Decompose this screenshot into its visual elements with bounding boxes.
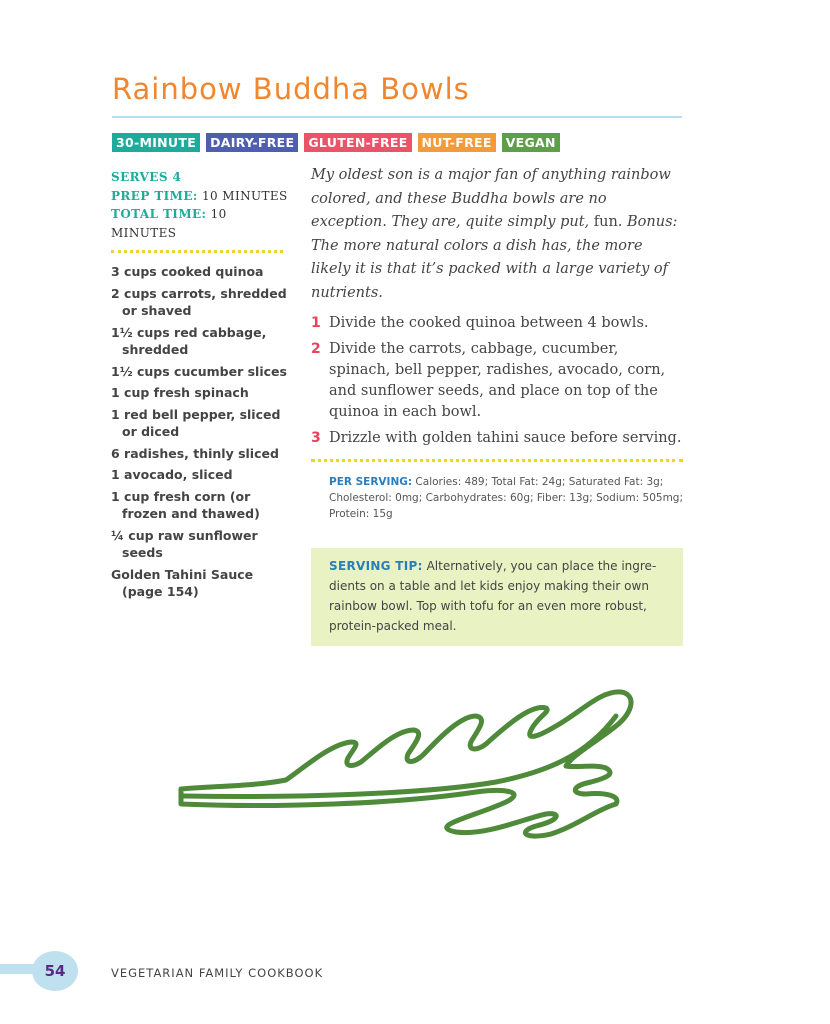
total-value: 10 MINUTES — [111, 207, 227, 240]
step-number: 1 — [311, 315, 321, 331]
page-number: 54 — [44, 962, 66, 980]
serves-label: SERVES 4 — [111, 170, 182, 184]
tip-text: Alternatively, you can place the ingredients on a table and let kids enjoy making their own rainbow bowl. Top with tofu for an even more robust, protein-packed meal. — [329, 559, 657, 633]
ingredient-item: Golden Tahini Sauce (page 154) — [111, 566, 254, 599]
prep-time — [111, 187, 291, 206]
book-title: VEGETARIAN FAMILY COOKBOOK — [111, 966, 324, 980]
ingredient-item: 6 radishes, thinly sliced — [111, 445, 279, 461]
step-text: Drizzle with golden tahini sauce before serving. — [329, 430, 682, 446]
step-item — [311, 339, 683, 423]
prep-label: PREP TIME: — [111, 188, 198, 203]
tag-vegan: VEGAN — [502, 133, 560, 152]
ingredient-item: 1 red bell pepper, sliced or diced — [111, 406, 281, 439]
tag-dairy-free: DAIRY-FREE — [206, 133, 298, 152]
page-number-badge — [32, 951, 78, 991]
recipe-intro — [311, 164, 683, 305]
ingredient-item: 1½ cups cucumber slices — [111, 363, 287, 379]
step-text: Divide the cooked quinoa between 4 bowls. — [329, 315, 649, 331]
ingredient-item: 1 avocado, sliced — [111, 467, 233, 482]
ingredient-item: 2 cups carrots, shredded or shaved — [111, 285, 287, 318]
tag-gluten-free: GLUTEN-FREE — [304, 133, 411, 152]
ingredient-item: ¼ cup raw sunflower seeds — [111, 527, 258, 560]
intro-part2: . Bonus: The more natural colors a dish has, the more likely it is that it’s packed with a large variety of nutrients. — [311, 214, 678, 301]
intro-part1: My oldest son is a major fan of anything rainbow colored, and these Buddha bowls are no exception. They are, quite simply put, — [311, 167, 671, 230]
nutrition-text: Calories: 489; Total Fat: 24g; Saturated Fat: 3g; Cholesterol: 0mg; Carbohydrates: 60g; Fiber: 13g; Sodium: 505mg; Protein: 15g — [329, 476, 683, 520]
serving-tip-box — [311, 548, 683, 646]
nutrition-info — [311, 474, 683, 522]
ingredient-item: 1 cup fresh corn (or frozen and thawed) — [111, 488, 260, 521]
step-item — [311, 428, 683, 449]
recipe-meta — [111, 168, 291, 242]
prep-value: 10 MINUTES — [201, 188, 288, 203]
total-label: TOTAL TIME: — [111, 207, 207, 221]
total-time — [111, 205, 291, 242]
step-list — [311, 313, 683, 449]
ingredient-item: 1 cup fresh spinach — [111, 385, 249, 400]
tag-nut-free: NUT-FREE — [418, 133, 496, 152]
step-text: Divide the carrots, cabbage, cucumber, spinach, bell pepper, radishes, avocado, corn, and sunflower seeds, and place on top of the quinoa in each bowl. — [329, 341, 666, 420]
tip-label: SERVING TIP: — [329, 559, 423, 573]
title-rule — [112, 116, 682, 118]
ingredient-list — [111, 263, 291, 601]
ingredient-item: 1½ cups red cabbage, shredded — [111, 324, 267, 357]
steps-divider — [311, 459, 683, 462]
meta-divider — [111, 250, 283, 253]
step-number: 3 — [311, 430, 321, 446]
diet-tags — [112, 133, 560, 152]
intro-fun: fun — [593, 214, 618, 230]
ingredient-item: 3 cups cooked quinoa — [111, 264, 264, 279]
step-number: 2 — [311, 341, 321, 357]
kale-leaf-illustration — [176, 686, 646, 866]
tag-30-minute: 30-MINUTE — [112, 133, 200, 152]
leaf-outline — [181, 692, 631, 836]
ingredients-column — [111, 168, 291, 605]
nutrition-label: PER SERVING: — [329, 476, 413, 488]
recipe-title: Rainbow Buddha Bowls — [112, 72, 470, 106]
instructions-column — [311, 164, 683, 646]
serves — [111, 168, 291, 187]
step-item — [311, 313, 683, 334]
